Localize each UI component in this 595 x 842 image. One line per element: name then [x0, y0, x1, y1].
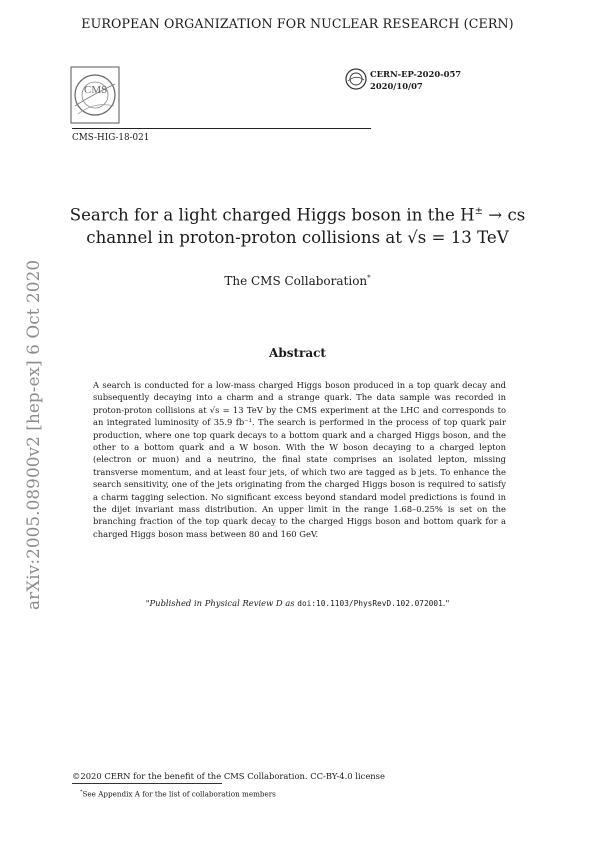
- publication-note: "Published in Physical Review D as doi:10.1103/PhysRevD.102.072001.": [145, 598, 450, 608]
- cms-note-id: CMS-HIG-18-021: [72, 133, 150, 143]
- footnote: *See Appendix A for the list of collaboration members: [80, 789, 276, 799]
- report-info: [370, 68, 461, 92]
- abstract-text: A search is conducted for a low-mass charged Higgs boson produced in a top quark decay and subsequently decaying into a charm and a strange quark. The data sample was recorded in proton-proton collisions at √s = 13 TeV by the CMS experiment at the LHC and corresponds to an integrated luminosity of 35.9 fb⁻¹. The search is performed in the process of top quark pair production, where one top quark decays to a bottom quark and a charged Higgs boson, and the other to a bottom quark and a W boson. With the W boson decaying to a charged lepton (electron or muon) and a neutrino, the final state comprises an isolated lepton, missing transverse momentum, and at least four jets, of which two are tagged as b jets. To enhance the search sensitivity, one of the jets originating from the charged Higgs boson is required to satisfy a charm tagging selection. No significant excess beyond standard model predictions is found in the dijet invariant mass distribution. An upper limit in the range 1.68–0.25% is set on the branching fraction of the top quark decay to the charged Higgs boson and bottom quark for a charged Higgs boson mass between 80 and 160 GeV.: [93, 380, 506, 539]
- arxiv-stamp: arXiv:2005.08900v2 [hep-ex] 6 Oct 2020: [23, 259, 43, 610]
- cms-logo: [70, 66, 120, 124]
- report-number: CERN-EP-2020-057: [370, 69, 462, 79]
- author-line: The CMS Collaboration*: [224, 274, 371, 288]
- footnote-rule: [72, 783, 222, 784]
- organization-header: EUROPEAN ORGANIZATION FOR NUCLEAR RESEARCH (CERN): [81, 16, 514, 31]
- abstract-heading: Abstract: [269, 346, 326, 360]
- header-rule: [72, 128, 371, 129]
- doi-link[interactable]: doi:10.1103/PhysRevD.102.072001: [297, 599, 443, 608]
- license-line: ©2020 CERN for the benefit of the CMS Collaboration. CC-BY-4.0 license: [72, 771, 385, 781]
- svg-text:CMS: CMS: [84, 84, 108, 96]
- title-line-1: Search for a light charged Higgs boson in the H± → cs: [69, 205, 526, 225]
- author-footnote-mark: *: [367, 274, 371, 282]
- title-line-2: channel in proton-proton collisions at √s = 13 TeV: [86, 227, 509, 247]
- report-date: 2020/10/07: [370, 81, 423, 91]
- cern-logo: [345, 68, 367, 90]
- paper-title: [0, 201, 595, 249]
